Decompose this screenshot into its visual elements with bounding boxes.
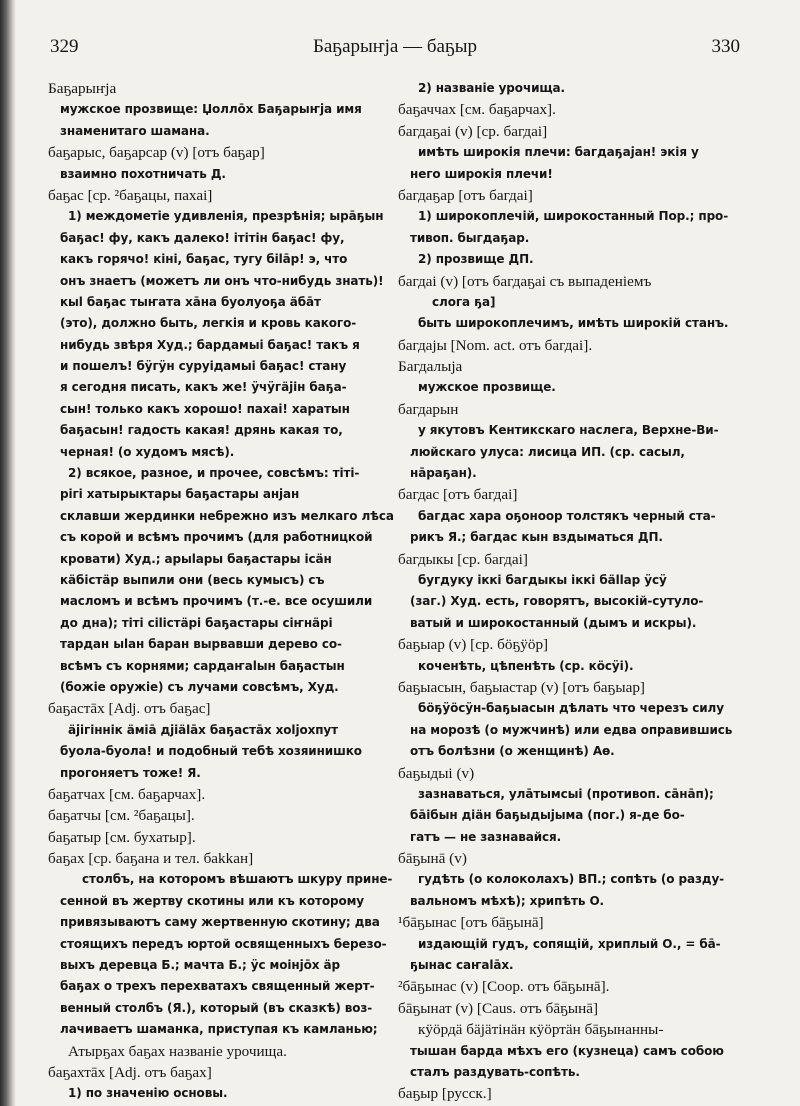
entry-headword-line: баҕыасын, баҕыастар (v) [отъ баҕыар] — [398, 678, 645, 696]
entry-definition-line: рикъ Я.; багдас кын вздыматься ДП. — [410, 530, 663, 545]
entry-definition-line: буола-буола! и подобный тебѣ хозяинишко — [60, 744, 362, 759]
left-column — [48, 78, 394, 1105]
entry-definition-line: 1) по значенію основы. — [68, 1086, 228, 1101]
entry-headword-line: Багдалыја — [398, 358, 463, 376]
book-spine-shadow — [0, 0, 16, 1106]
entry-headword-line: багдаі (v) [отъ багдаҕаі съ выпаденіемъ — [398, 272, 652, 290]
entry-headword-line: баҕах [ср. баҕана и тел. бakkан] — [48, 850, 254, 868]
entry-definition-line: привязываютъ саму жертвенную скотину; два — [60, 915, 380, 930]
entry-headword-line: бāҕынат (v) [Caus. отъ бāҕынā] — [398, 999, 599, 1017]
entry-headword-line: кӱöрдä бäјäтінäн кӱöртäн бāҕынанны- — [418, 1021, 664, 1039]
entry-definition-line: 2) названіе урочища. — [418, 81, 566, 95]
entry-definition-line: тышан барда мѣхъ его (кузнеца) самъ собою — [410, 1043, 724, 1058]
entry-definition-line: бāібын діäн баҕыдыјыма (пог.) я-де бо- — [410, 808, 685, 823]
entry-definition-line: зазнаваться, улāтымсыі (противоп. сāнāп); — [418, 786, 714, 801]
entry-definition-line: бöҕӱöсӱн-баҕыасын дѣлать что черезъ силу — [418, 701, 724, 716]
entry-definition-line: äјігіннік äміā дјіälāх баҕастāх хоlјохпут — [68, 722, 339, 737]
entry-definition-line: багдас хара оҕоноор толстякъ черный ста- — [418, 508, 716, 523]
entry-definition-line: 1) междометіе удивленія, презрѣнія; ырāҕын — [68, 209, 384, 224]
entry-definition-line: баҕасын! гадость какая! дрянь какая то, — [60, 423, 343, 438]
entry-definition-line: кыl баҕас тыҥата хāна буолуоҕа äбāт — [60, 294, 321, 309]
entry-definition-line: издающій гудъ, сопящій, хриплый О., = бā- — [418, 936, 721, 951]
entry-headword-line: Атырҕах баҕах названіе урочища. — [68, 1042, 287, 1060]
entry-definition-line: сын! только какъ хорошо! пахаі! харатын — [60, 401, 350, 416]
entry-definition-line: венный столбъ (Я.), который (въ сказкѣ) воз- — [60, 1000, 373, 1015]
entry-definition-line: у якутовъ Кентикскаго наслега, Верхне-Ви- — [418, 423, 719, 438]
entry-definition-line: знаменитаго шамана. — [60, 123, 210, 138]
entry-definition-line: ҕынас саҥаlāх. — [410, 958, 514, 973]
entry-definition-line: лачиваетъ шаманка, приступая къ камланью; — [60, 1022, 378, 1037]
entry-definition-line: гудѣть (о колоколахъ) ВП.; сопѣть (о разду- — [418, 872, 725, 887]
entry-definition-line: онъ знаетъ (можетъ ли онъ что-нибудь знать)! — [60, 273, 384, 288]
entry-definition-line: нибудь звѣря Худ.; бардамыі баҕас! такъ я — [60, 337, 360, 352]
entry-definition-line: и пошелъ! бӱгӱн суруідамыі баҕас! стану — [60, 359, 347, 374]
entry-definition-line: 2) всякое, разное, и прочее, совсѣмъ: тіті- — [68, 466, 360, 481]
entry-definition-line: до дна); тіті сіlістäрі баҕастары сіҥнäрі — [60, 615, 333, 630]
entry-definition-line: ватый и широкостанный (дымъ и искры). — [410, 615, 697, 630]
entry-definition-line: тивоп. быгдаҕар. — [410, 230, 530, 245]
entry-headword-line: Баҕарыҥја — [48, 80, 117, 97]
entry-definition-line: выхъ деревца Б.; мачта Б.; ӱс моінјōх äр — [60, 958, 340, 973]
entry-headword-line: баҕатыр [см. бухатыр]. — [48, 828, 196, 846]
entry-headword-line: багдајы [Nom. act. отъ багдаі]. — [398, 336, 593, 354]
entry-definition-line: баҕах о трехъ перехватахъ священный жерт- — [60, 979, 375, 994]
entry-definition-line: него широкія плечи! — [410, 166, 553, 181]
entry-definition-line: рігі хатырыктары баҕастары анјан — [60, 487, 300, 502]
entry-definition-line: гатъ — не зазнавайся. — [410, 829, 562, 844]
page-number-right: 330 — [711, 36, 740, 57]
entry-definition-line: склавши жердинки небрежно изъ мелкаго лѣса — [60, 508, 394, 523]
entry-definition-line: взаимно похотничать Д. — [60, 166, 226, 181]
entry-definition-line: прогоняетъ тоже! Я. — [60, 765, 201, 780]
entry-definition-line: кäбістäр выпили они (весь кумысъ) съ — [60, 572, 325, 587]
entry-definition-line: быть широкоплечимъ, имѣть широкій станъ. — [418, 316, 729, 331]
entry-headword-line: баҕыар (v) [ср. бöҕӱöр] — [398, 636, 549, 654]
entry-headword-line: бāҕынā (v) — [398, 850, 467, 868]
entry-definition-line: (заг.) Худ. есть, говорятъ, высокій-сутуло- — [410, 594, 704, 609]
entry-headword-line: баҕыр [русск.] — [398, 1085, 492, 1103]
entry-headword-line: баҕас [ср. ²баҕацы, пахаі] — [48, 186, 213, 204]
entry-definition-line: (божіе оружіе) съ лучами совсѣмъ, Худ. — [60, 679, 339, 694]
entry-definition-line: съ корой и всѣмъ прочимъ (для работницкой — [60, 530, 373, 545]
entry-headword-line: баҕаччах [см. баҕарчах]. — [398, 101, 556, 119]
entry-definition-line: сенной въ жертву скотины или къ которому — [60, 893, 365, 908]
entry-definition-line: имѣть широкія плечи: багдаҕајан! экія у — [418, 145, 699, 160]
entry-definition-line: кровати) Худ.; арыlары баҕастары ісäн — [60, 551, 332, 566]
running-head: Баҕарыҥја — баҕыр — [312, 36, 478, 57]
entry-headword-line: багдаҕаі (v) [ср. багдаі] — [398, 122, 548, 140]
entry-definition-line: масломъ и всѣмъ прочимъ (т.-е. все осушили — [60, 594, 373, 609]
entry-definition-line: баҕас! фу, какъ далеко! ітітін баҕас! фу, — [60, 230, 345, 245]
entry-headword-line: багдаҕар [отъ багдаі] — [398, 186, 533, 204]
entry-definition-line: столбъ, на которомъ вѣшаютъ шкуру прине- — [82, 872, 393, 887]
entry-definition-line: какъ горячо! кіні, баҕас, тугу біlāр! э, что — [60, 252, 348, 267]
entry-headword-line: баҕастāх [Adj. отъ баҕас] — [48, 700, 211, 718]
entry-headword-line: баҕарыс, баҕарсар (v) [отъ баҕар] — [48, 144, 265, 162]
entry-definition-line: тардан ыlан баран вырвавши дерево со- — [60, 637, 342, 652]
entry-headword-line: ²бāҕынас (v) [Coop. отъ бāҕынā]. — [398, 978, 610, 996]
entry-headword-line: багдыкы [ср. багдаі] — [398, 550, 528, 568]
entry-definition-line: отъ болѣзни (о женщинѣ) Аө. — [410, 744, 615, 759]
entry-definition-line: (это), должно быть, легкія и кровь какого- — [60, 316, 357, 331]
entry-definition-line: вальномъ мѣхѣ); хрипѣть О. — [410, 893, 605, 908]
entry-definition-line: я сегодня писать, какъ же! ӱчӱгäјін баҕа- — [60, 380, 347, 395]
entry-definition-line: слога ҕа] — [432, 294, 496, 309]
entry-definition-line: бугдуку іккі багдыкы іккі бällар ӱсӱ — [418, 572, 667, 587]
entry-definition-line: черная! (о худомъ мясѣ). — [60, 444, 235, 459]
page-header — [50, 36, 740, 62]
entry-headword-line: баҕахтāх [Adj. отъ баҕах] — [48, 1063, 212, 1081]
page-number-left: 329 — [50, 36, 79, 57]
entry-headword-line: ¹бāҕынас [отъ бāҕынā] — [398, 914, 544, 932]
entry-definition-line: люйскаго улуса: лисица ИП. (ср. сасыл, — [410, 444, 685, 459]
entry-definition-line: мужское прозвище: Џоллōх Баҕарыҥја имя — [60, 102, 362, 117]
entry-definition-line: коченѣть, цѣпенѣть (ср. кöсӱі). — [418, 658, 634, 673]
entry-headword-line: баҕатчы [см. ²баҕацы]. — [48, 807, 195, 825]
entry-definition-line: 2) прозвище ДП. — [418, 252, 534, 267]
entry-definition-line: 1) широкоплечій, широкостанный Пор.; про- — [418, 209, 729, 224]
entry-definition-line: стоящихъ передъ юртой освященныхъ березо- — [60, 936, 387, 951]
entry-definition-line: всѣмъ съ корнями; сардаҥаlын баҕастын — [60, 658, 345, 673]
entry-headword-line: багдас [отъ багдаі] — [398, 486, 518, 504]
entry-definition-line: сталъ раздувать-сопѣть. — [410, 1064, 580, 1079]
entry-headword-line: багдарын — [398, 400, 459, 418]
entry-definition-line: мужское прозвище. — [418, 380, 556, 395]
entry-definition-line: нāраҕан). — [410, 466, 477, 481]
entry-headword-line: баҕатчах [см. баҕарчах]. — [48, 785, 206, 803]
entry-definition-line: на морозѣ (о мужчинѣ) или едва оправившись — [410, 722, 733, 737]
right-column — [398, 78, 736, 1105]
entry-headword-line: баҕыдыі (v) — [398, 764, 475, 782]
